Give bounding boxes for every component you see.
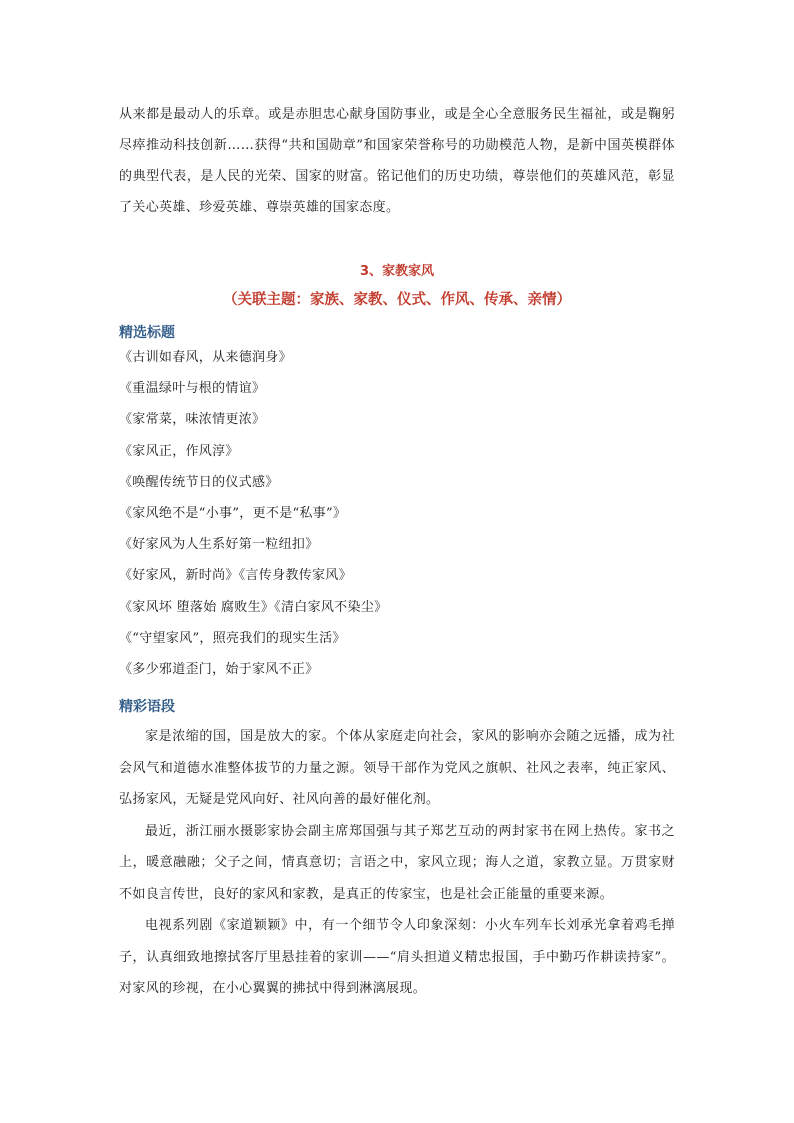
list-item: 《好家风为人生系好第一粒纽扣》: [119, 537, 319, 553]
list-item: 《“守望家风”，照亮我们的现实生活》: [119, 630, 346, 646]
body-paragraph: 最近，浙江丽水摄影家协会副主席郑国强与其子郑艺互动的两封家书在网上热传。家书之上，暖意融融；父子之间，情真意切；言语之中，家风立现；海人之道，家教立显。万贯家财不如良言传世，良好的家风和家教，是真正的传家宝，也是社会正能量的重要来源。: [119, 823, 675, 902]
body-paragraph: 电视系列剧《家道颖颖》中，有一个细节令人印象深刻：小火车列车长刘承光拿着鸡毛掸子，认真细致地擦拭客厅里悬挂着的家训——“肩头担道义精忠报国，手中勤巧作耕读持家”。对家风的珍视，在小心翼翼的拂拭中得到淋漓展现。: [119, 918, 675, 996]
list-item: 《唤醒传统节日的仪式感》: [119, 474, 279, 490]
list-item: 《家风正，作风淳》: [119, 443, 239, 459]
list-item: 《家风绝不是“小事”，更不是“私事”》: [119, 505, 347, 521]
titles-list: [119, 342, 679, 685]
paragraphs-heading: 精彩语段: [119, 699, 175, 715]
list-item: 《重温绿叶与根的情谊》: [119, 381, 266, 397]
section-topics: （关联主题：家族、家教、仪式、作风、传承、亲情）: [223, 292, 571, 308]
list-item: 《家风坏 堕落始 腐败生》《清白家风不染尘》: [119, 599, 388, 615]
list-item: 《多少邪道歪门，始于家风不正》: [119, 661, 319, 677]
titles-heading: 精选标题: [119, 325, 175, 341]
intro-paragraph: 从来都是最动人的乐章。或是赤胆忠心献身国防事业，或是全心全意服务民生福祉，或是鞠躬尽瘁推动科技创新……获得“共和国勋章”和国家荣誉称号的功勋模范人物，是新中国英模群体的典型代表，是人民的光荣、国家的财富。铭记他们的历史功绩，尊崇他们的英雄风范，彰显了关心英雄、珍爱英雄、尊崇英雄的国家态度。: [119, 107, 675, 215]
list-item: 《家常菜，味浓情更浓》: [119, 412, 266, 428]
section-title: 3、家教家风: [359, 264, 435, 279]
body-paragraph: 家是浓缩的国，国是放大的家。个体从家庭走向社会，家风的影响亦会随之远播，成为社会风气和道德水准整体拔节的力量之源。领导干部作为党风之旗帜、社风之表率，纯正家风、弘扬家风，无疑是党风向好、社风向善的最好催化剂。: [119, 729, 675, 807]
list-item: 《好家风，新时尚》《言传身教传家风》: [119, 568, 352, 584]
list-item: 《古训如春风，从来德润身》: [119, 350, 292, 365]
paragraphs-block: [119, 721, 675, 1005]
